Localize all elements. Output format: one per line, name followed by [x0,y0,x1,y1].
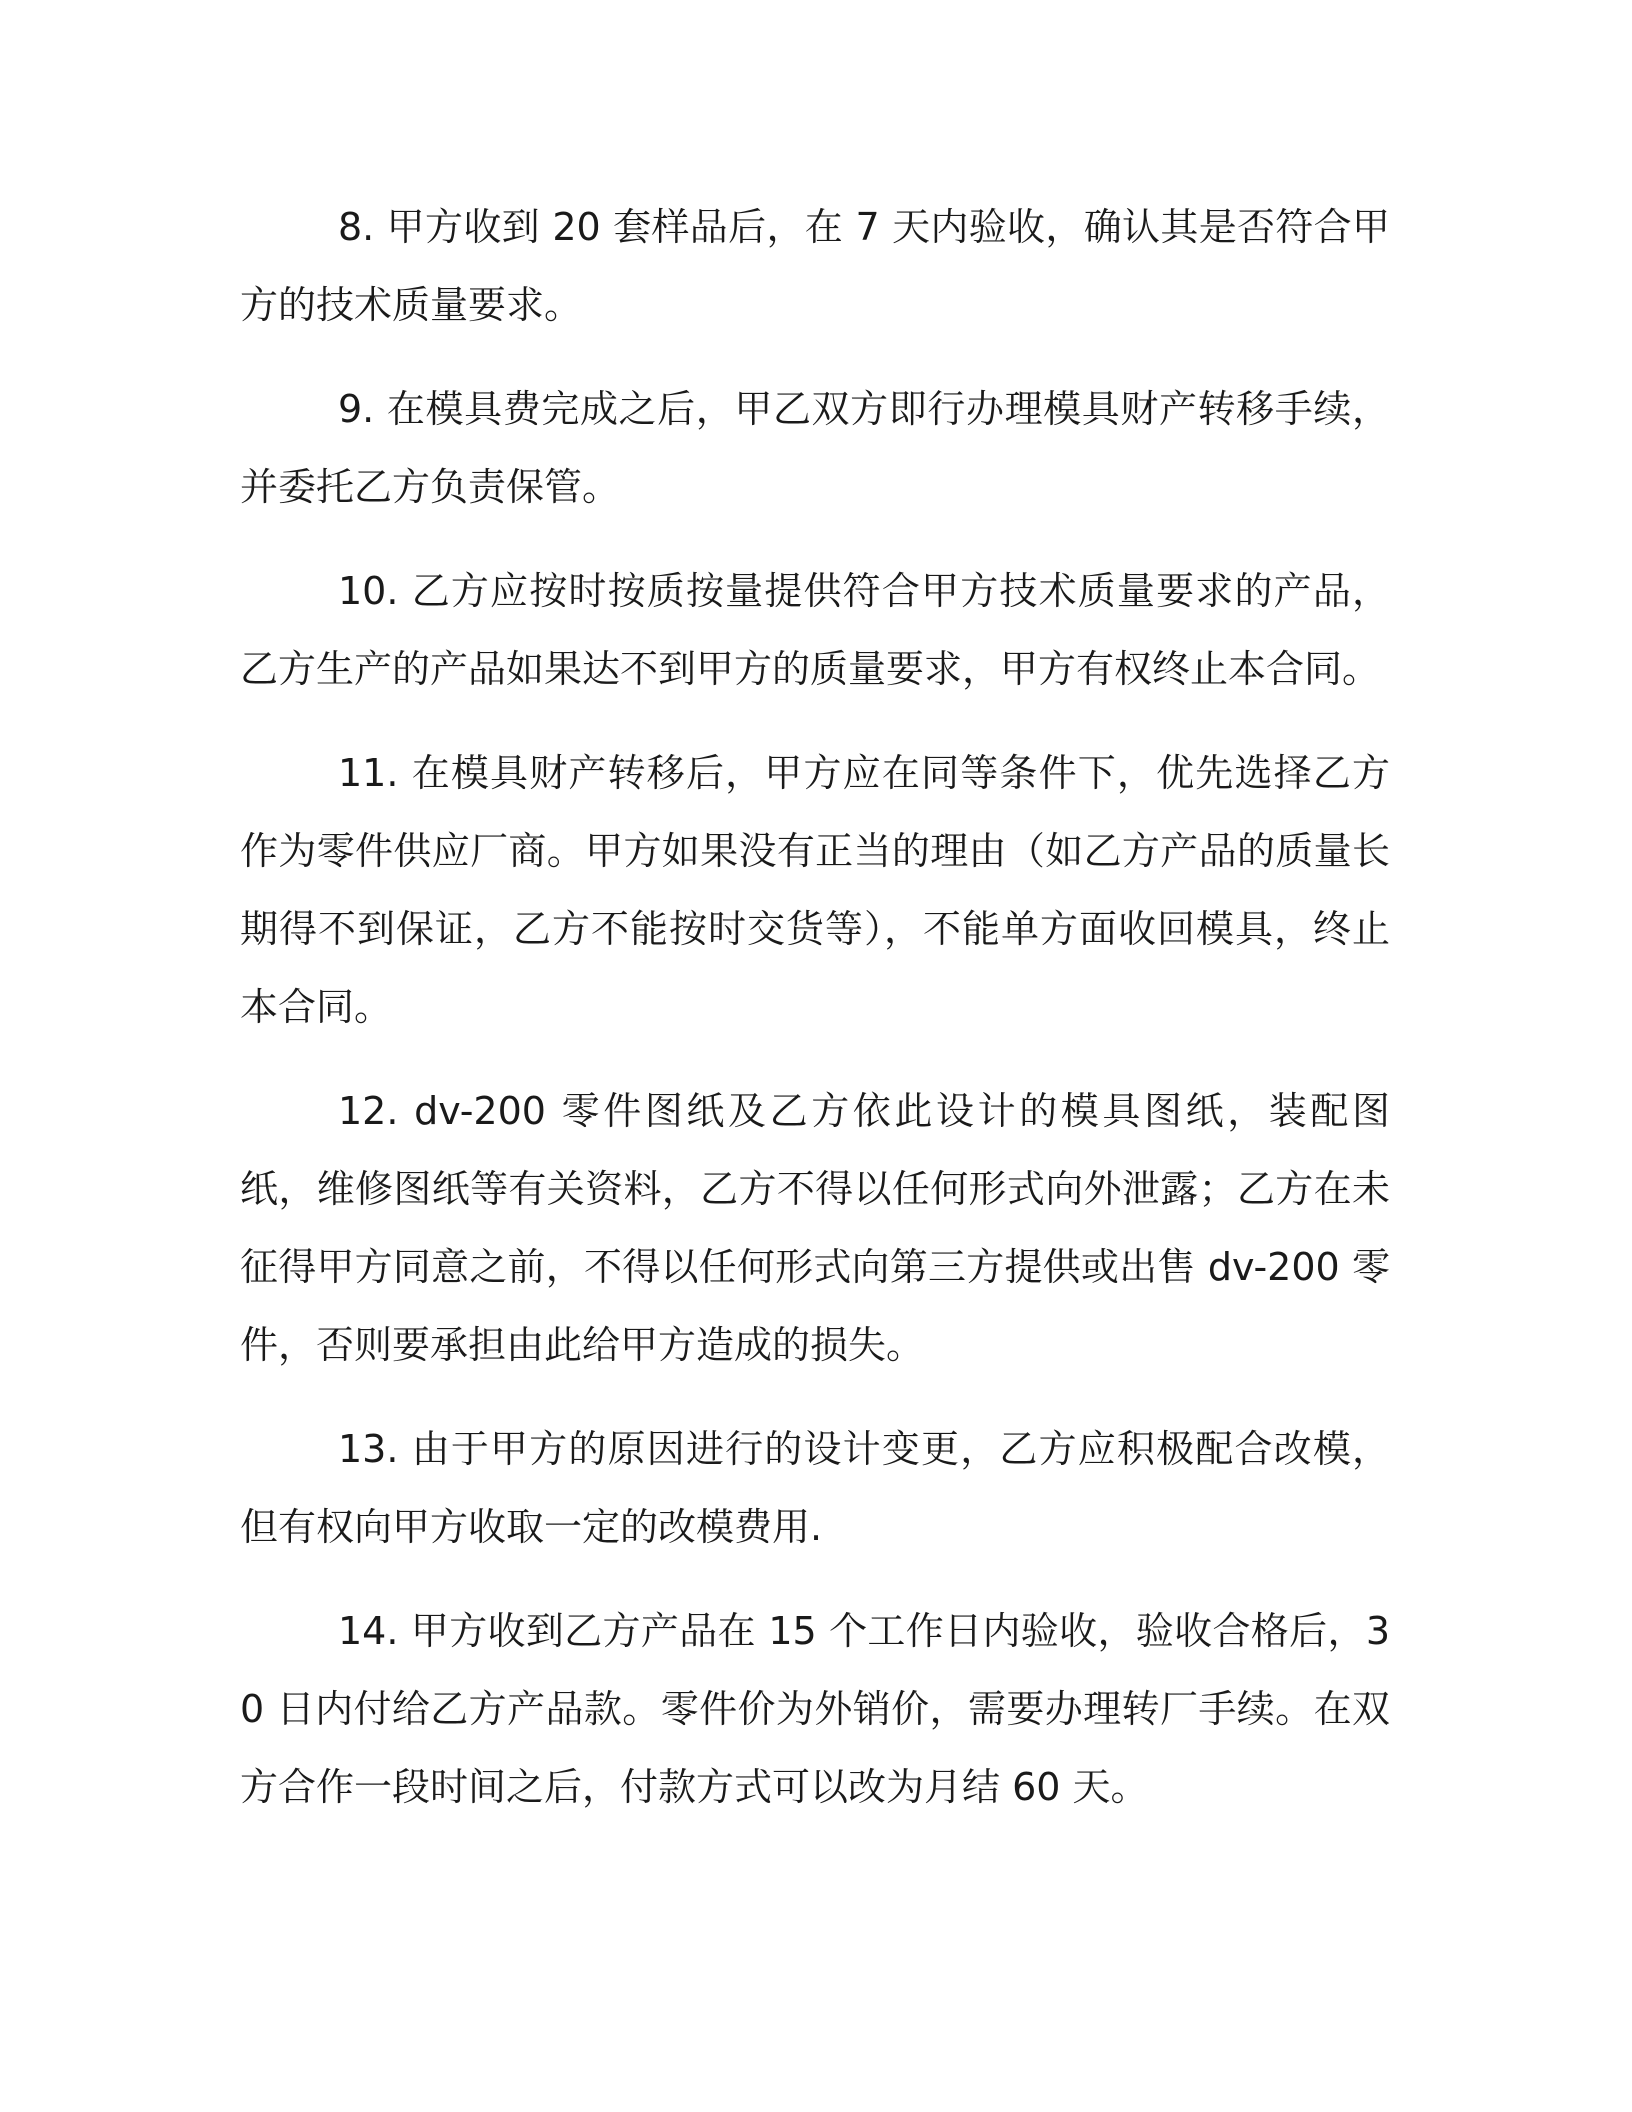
clause-9: 9. 在模具费完成之后，甲乙双方即行办理模具财产转移手续，并委托乙方负责保管。 [240,387,1390,509]
document-body [240,188,1390,1852]
clause-11: 11. 在模具财产转移后，甲方应在同等条件下，优先选择乙方作为零件供应厂商。甲方如果没有正当的理由（如乙方产品的质量长期得不到保证，乙方不能按时交货等），不能单方面收回模具，终止本合同。 [240,751,1390,1029]
clause-13: 13. 由于甲方的原因进行的设计变更，乙方应积极配合改模，但有权向甲方收取一定的改模费用. [240,1427,1390,1549]
clause-8: 8. 甲方收到 20 套样品后，在 7 天内验收，确认其是否符合甲方的技术质量要求。 [240,205,1390,327]
clause-12: 12. dv-200 零件图纸及乙方依此设计的模具图纸，装配图纸，维修图纸等有关资料，乙方不得以任何形式向外泄露；乙方在未征得甲方同意之前，不得以任何形式向第三方提供或出售 dv-200 零件，否则要承担由此给甲方造成的损失。 [240,1089,1390,1367]
clause-10: 10. 乙方应按时按质按量提供符合甲方技术质量要求的产品，乙方生产的产品如果达不到甲方的质量要求，甲方有权终止本合同。 [240,569,1390,691]
clause-14: 14. 甲方收到乙方产品在 15 个工作日内验收，验收合格后，30 日内付给乙方产品款。零件价为外销价，需要办理转厂手续。在双方合作一段时间之后，付款方式可以改为月结 60 天。 [240,1609,1390,1809]
